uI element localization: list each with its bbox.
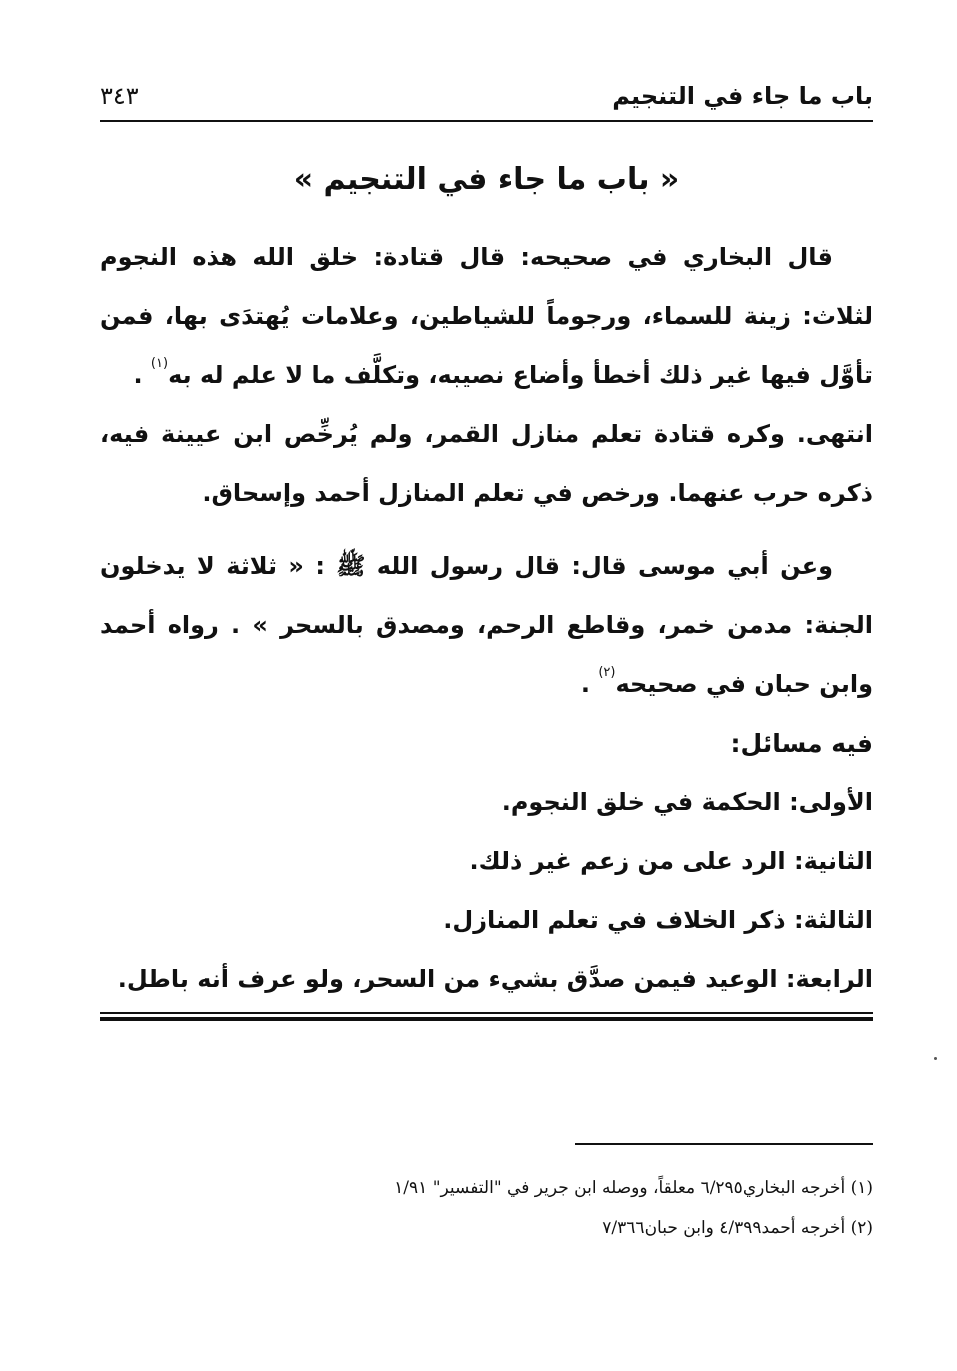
section-end-rule-thin bbox=[100, 1012, 873, 1014]
footnote-ref-2: (٢) bbox=[598, 665, 616, 680]
paragraph-1-text: قال البخاري في صحيحه: قال قتادة: خلق الله هذه النجوم لثلاث: زينة للسماء، ورجوماً للشياطين، وعلامات يُهتدَى بها، فمن تأوَّل فيها غير ذلك أخطأ وأضاع نصيبه، وتكلَّف ما لا علم له به bbox=[100, 243, 873, 389]
footnote-separator bbox=[575, 1143, 873, 1145]
page-number: ٣٤٣ bbox=[100, 82, 139, 110]
footnote-ref-1: (١) bbox=[150, 356, 169, 371]
footnote-1: (١) أخرجه البخاري٦/٢٩٥ معلقاً، ووصله ابن جرير في "التفسير" ١/٩١ bbox=[394, 1178, 873, 1198]
paragraph-1 bbox=[100, 228, 873, 405]
paragraph-1-end: . bbox=[133, 361, 143, 389]
issue-item: الثالثة: ذكر الخلاف في تعلم المنازل. bbox=[443, 906, 873, 934]
chapter-title: « باب ما جاء في التنجيم » bbox=[293, 162, 680, 197]
footnotes bbox=[100, 1168, 873, 1248]
issue-item: الرابعة: الوعيد فيمن صدَّق بشيء من السحر، ولو عرف أنه باطل. bbox=[117, 965, 873, 993]
running-title: باب ما جاء في التنجيم bbox=[612, 82, 873, 110]
header-rule bbox=[100, 120, 873, 122]
paragraph-3-text: وعن أبي موسى قال: قال رسول الله ﷺ : « ثلاثة لا يدخلون الجنة: مدمن خمر، وقاطع الرحم، ومصدق بالسحر » . رواه أحمد وابن حبان في صحيحه bbox=[100, 552, 873, 698]
main-text bbox=[100, 228, 873, 1009]
section-end-rule-thick bbox=[100, 1017, 873, 1021]
page-header bbox=[100, 78, 873, 118]
scan-speck bbox=[934, 1057, 937, 1060]
issues-heading: فيه مسائل: bbox=[730, 729, 873, 758]
footnote-2: (٢) أخرجه أحمد٤/٣٩٩ وابن حبان٧/٣٦٦ bbox=[602, 1218, 873, 1238]
paragraph-3-end: . bbox=[580, 670, 590, 698]
paragraph-2: انتهى. وكره قتادة تعلم منازل القمر، ولم يُرخِّص ابن عيينة فيه، ذكره حرب عنهما. ورخص في تعلم المنازل أحمد وإسحاق. bbox=[100, 420, 873, 507]
issue-item: الأولى: الحكمة في خلق النجوم. bbox=[501, 788, 873, 816]
issue-item: الثانية: الرد على من زعم غير ذلك. bbox=[469, 847, 873, 875]
paragraph-3 bbox=[100, 537, 873, 714]
